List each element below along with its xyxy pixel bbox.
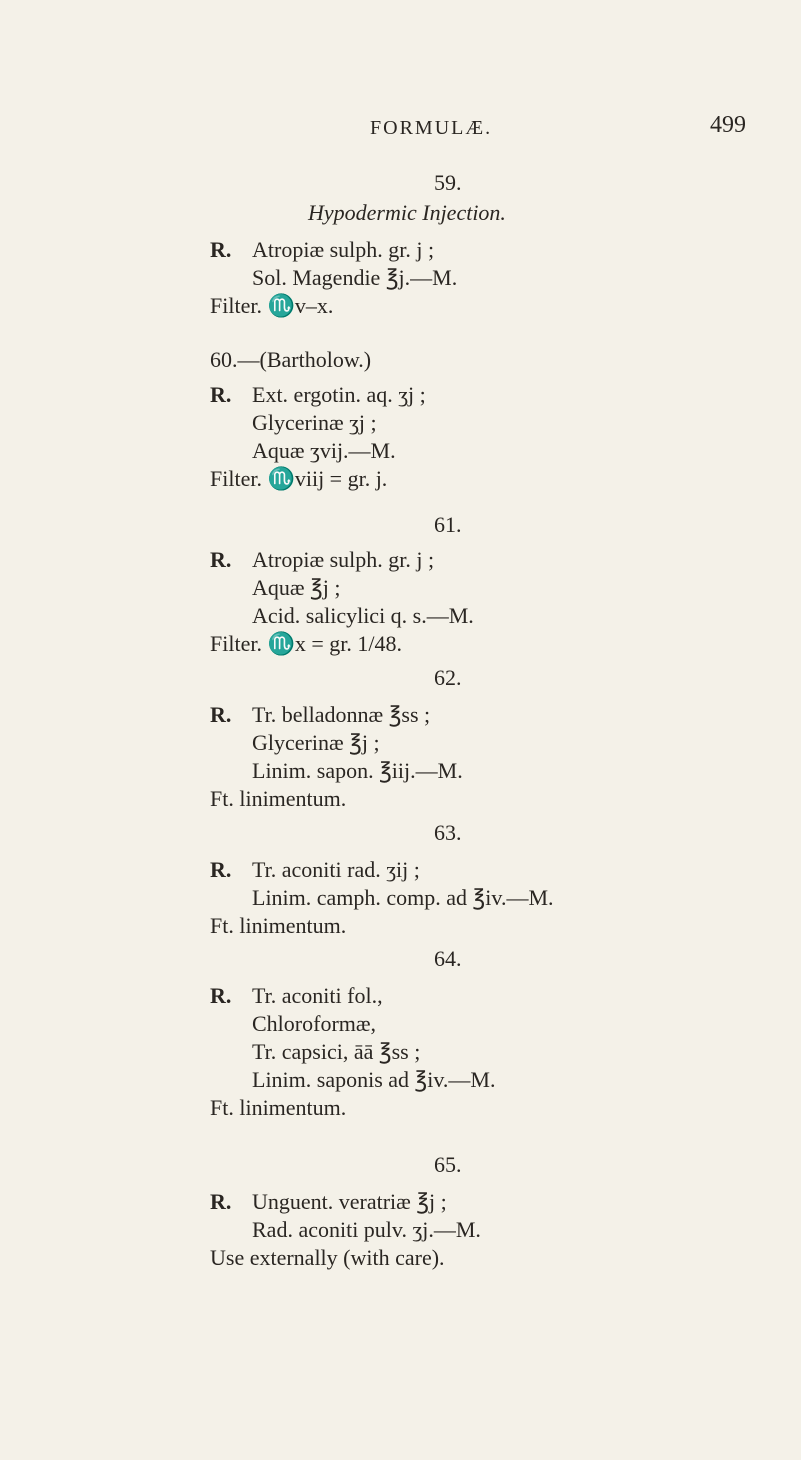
recipe-line: Glycerinæ ʒj ; <box>252 410 377 435</box>
recipe-line: Filter. ♏x = gr. 1/48. <box>210 631 402 656</box>
recipe-line: Linim. sapon. ℥iij.—M. <box>252 758 463 783</box>
line-text: Atropiæ sulph. gr. j ; <box>252 547 435 572</box>
recipe-line: Chloroformæ, <box>252 1011 377 1036</box>
recipe-number: 60.—(Bartholow.) <box>210 347 372 372</box>
recipe-number: 63. <box>434 820 462 845</box>
recipe-62 <box>210 663 770 813</box>
recipe-60 <box>210 345 770 493</box>
recipe-line: Aquæ ℥j ; <box>252 575 341 600</box>
recipe-line: Use externally (with care). <box>210 1245 445 1270</box>
recipe-63 <box>210 818 770 940</box>
recipe-line: Aquæ ʒvij.—M. <box>252 438 396 463</box>
recipe-subtitle: Hypodermic Injection. <box>308 200 506 225</box>
recipe-line <box>210 1188 770 1216</box>
recipe-line <box>210 546 770 574</box>
rx-symbol: R. <box>210 702 232 727</box>
recipe-line <box>210 982 770 1010</box>
running-title: FORMULÆ. <box>370 117 493 139</box>
page-number: 499 <box>710 112 746 138</box>
recipe-line <box>210 856 770 884</box>
recipe-65 <box>210 1150 770 1272</box>
recipe-line: Filter. ♏viij = gr. j. <box>210 466 388 491</box>
recipe-number: 61. <box>434 512 462 537</box>
rx-symbol: R. <box>210 382 232 407</box>
recipe-line: Linim. saponis ad ℥iv.—M. <box>252 1067 496 1092</box>
recipe-59 <box>210 168 770 320</box>
recipe-64 <box>210 944 770 1122</box>
line-text: Ext. ergotin. aq. ʒj ; <box>252 382 426 407</box>
recipe-number: 64. <box>434 946 462 971</box>
line-text: Tr. aconiti fol., <box>252 983 383 1008</box>
recipe-line: Glycerinæ ℥j ; <box>252 730 380 755</box>
recipe-line: Tr. capsici, āā ℥ss ; <box>252 1039 421 1064</box>
rx-symbol: R. <box>210 983 232 1008</box>
recipe-number: 65. <box>434 1152 462 1177</box>
recipe-number: 59. <box>434 170 462 195</box>
recipe-number: 62. <box>434 665 462 690</box>
recipe-line: Ft. linimentum. <box>210 913 347 938</box>
recipe-line: Ft. linimentum. <box>210 786 347 811</box>
line-text: Atropiæ sulph. gr. j ; <box>252 237 435 262</box>
recipe-line: Acid. salicylici q. s.—M. <box>252 603 474 628</box>
recipe-line <box>210 236 770 264</box>
recipe-line: Sol. Magendie ℥j.—M. <box>252 265 458 290</box>
line-text: Tr. belladonnæ ℥ss ; <box>252 702 431 727</box>
line-text: Tr. aconiti rad. ʒij ; <box>252 857 420 882</box>
line-text: Unguent. veratriæ ℥j ; <box>252 1189 447 1214</box>
recipe-61 <box>210 510 770 658</box>
rx-symbol: R. <box>210 857 232 882</box>
rx-symbol: R. <box>210 237 232 262</box>
recipe-line: Filter. ♏v–x. <box>210 293 334 318</box>
recipe-line <box>210 381 770 409</box>
rx-symbol: R. <box>210 1189 232 1214</box>
recipe-line: Ft. linimentum. <box>210 1095 347 1120</box>
rx-symbol: R. <box>210 547 232 572</box>
recipe-line: Rad. aconiti pulv. ʒj.—M. <box>252 1217 481 1242</box>
recipe-line: Linim. camph. comp. ad ℥iv.—M. <box>252 885 554 910</box>
recipe-line <box>210 701 770 729</box>
